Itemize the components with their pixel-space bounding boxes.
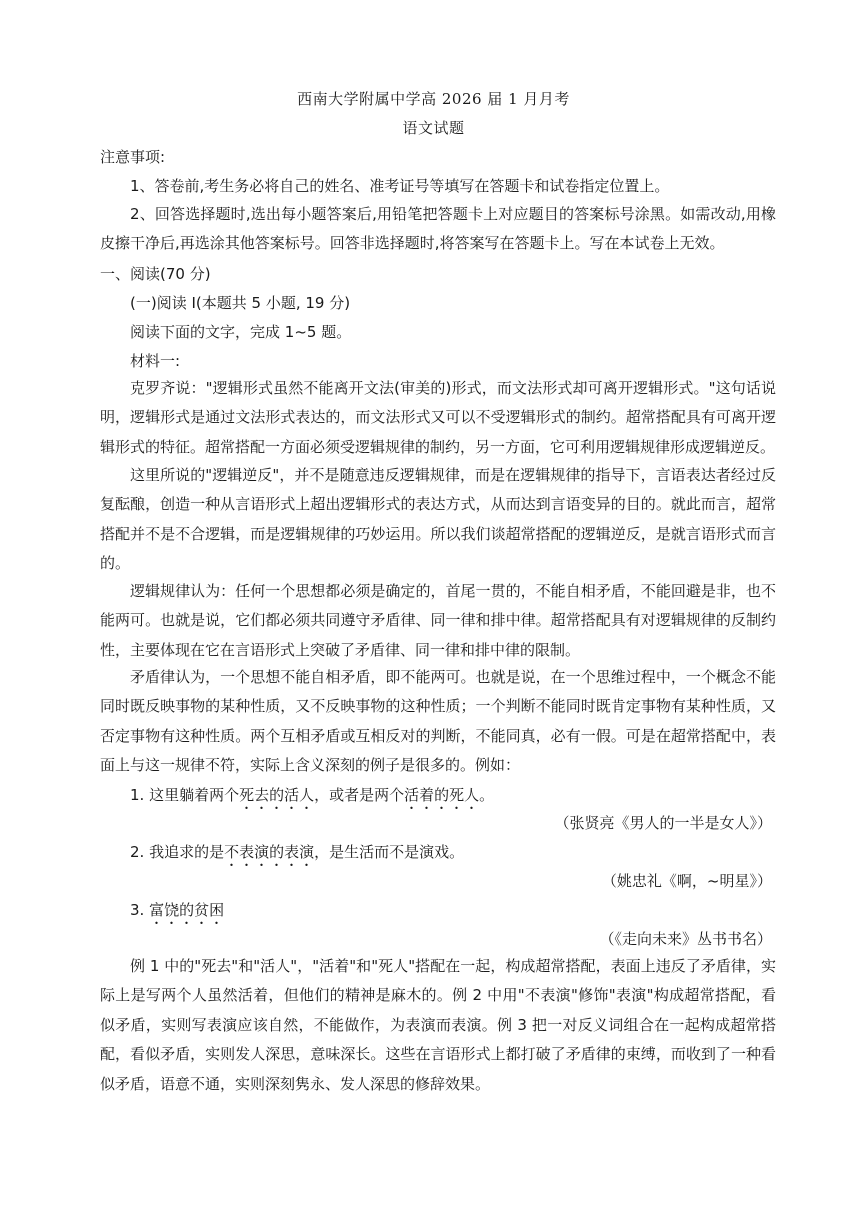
notes-heading: 注意事项:: [100, 148, 166, 166]
example-1-text-a: 1. 这里躺着两个: [130, 786, 240, 804]
example-2-source: （姚忠礼《啊，~明星》）: [601, 872, 772, 890]
example-3-source: （《走向未来》丛书书名）: [599, 930, 772, 948]
subject-title: 语文试题: [402, 119, 465, 137]
section-heading: 一、阅读(70 分): [100, 265, 211, 283]
example-2: [130, 841, 464, 870]
example-1-emphasis-2: 活着的死人: [404, 786, 480, 804]
material-label: 材料一:: [130, 352, 181, 370]
example-2-text-a: 2. 我追求的是: [130, 843, 225, 861]
paragraph-2: 这里所说的"逻辑逆反"，并不是随意违反逻辑规律，而是在逻辑规律的指导下，言语表达者经过反复酝酿，创造一种从言语形式上超出逻辑形式的表达方式，从而达到言语变异的目的。就此而言，超常搭配并不是不合逻辑，而是逻辑规律的巧妙运用。所以我们谈超常搭配的逻辑逆反，是就言语形式而言的。: [100, 466, 776, 573]
exam-title: 西南大学附属中学高 2026 届 1 月月考: [297, 90, 570, 108]
example-3-emphasis: 富饶的贫困: [149, 901, 225, 919]
paragraph-5: 例 1 中的"死去"和"活人"，"活着"和"死人"搭配在一起，构成超常搭配，表面上违反了矛盾律，实际上是写两个人虽然活着，但他们的精神是麻木的。例 2 中用"不表演"修饰"表演"构成超常搭配，看似矛盾，实则写表演应该自然，不能做作，为表演而表演。例 3 把一对反义词组合在一起构成超常搭配，看似矛盾，实则发人深思，意味深长。这些在言语形式上都打破了矛盾律的束缚，而收到了一种看似矛盾，语意不通，实则深刻隽永、发人深思的修辞效果。: [100, 957, 776, 1093]
example-1-source: （张贤亮《男人的一半是女人》）: [554, 814, 772, 832]
notes-item-1: 1、答卷前,考生务必将自己的姓名、准考证号等填写在答题卡和试卷指定位置上。: [130, 177, 670, 195]
example-2-emphasis: 不表演的表演: [224, 843, 315, 861]
section-subheading: (一)阅读 I(本题共 5 小题, 19 分): [130, 294, 351, 312]
example-2-text-c: ，是生活而不是演戏。: [314, 843, 465, 861]
paragraph-3: 逻辑规律认为：任何一个思想都必须是确定的，首尾一贯的，不能自相矛盾，不能回避是非，也不能两可。也就是说，它们都必须共同遵守矛盾律、同一律和排中律。超常搭配具有对逻辑规律的反制约性，主要体现在它在言语形式上突破了矛盾律、同一律和排中律的限制。: [100, 582, 776, 659]
example-3: [130, 899, 224, 928]
reading-instruction: 阅读下面的文字，完成 1~5 题。: [130, 323, 352, 341]
example-3-text-a: 3.: [130, 901, 150, 919]
example-1-emphasis-1: 死去的活人: [239, 786, 315, 804]
paragraph-4: 矛盾律认为，一个思想不能自相矛盾，即不能两可。也就是说，在一个思维过程中，一个概念不能同时既反映事物的某种性质，又不反映事物的这种性质；一个判断不能同时既肯定事物有某种性质，又否定事物有这种性质。两个互相矛盾或互相反对的判断，不能同真，必有一假。可是在超常搭配中，表面上与这一规律不符，实际上含义深刻的例子是很多的。例如：: [100, 668, 776, 775]
paragraph-1: 克罗齐说："逻辑形式虽然不能离开文法(审美的)形式，而文法形式却可离开逻辑形式。"这句话说明，逻辑形式是通过文法形式表达的，而文法形式又可以不受逻辑形式的制约。超常搭配具有可离开逻辑形式的特征。超常搭配一方面必须受逻辑规律的制约，另一方面，它可利用逻辑规律形成逻辑逆反。: [100, 379, 776, 456]
example-1: [130, 784, 494, 813]
example-1-text-e: 。: [479, 786, 495, 804]
example-1-text-c: ，或者是两个: [314, 786, 405, 804]
notes-item-2: 2、回答选择题时,选出每小题答案后,用铅笔把答题卡上对应题目的答案标号涂黑。如需改动,用橡皮擦干净后,再选涂其他答案标号。回答非选择题时,将答案写在答题卡上。写在本试卷上无效。: [100, 205, 776, 253]
